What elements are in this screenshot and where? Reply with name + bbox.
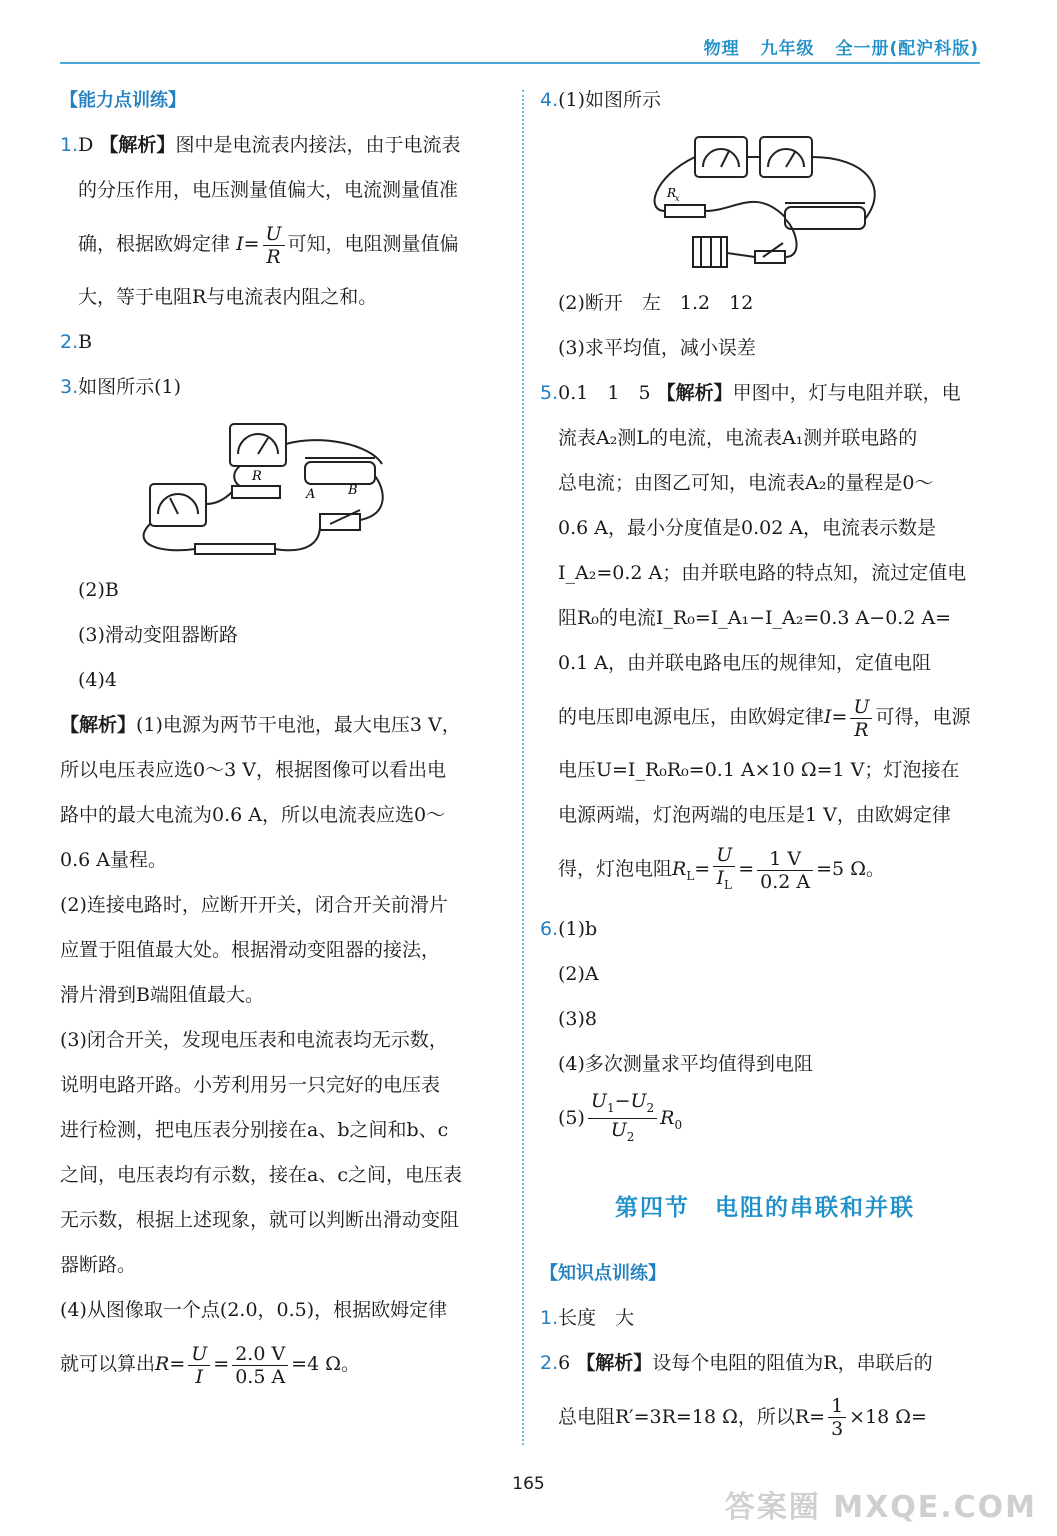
q3-analysis-3: 路中的最大电流为0.6 A，所以电流表应选0～ <box>60 804 446 826</box>
right-column <box>540 78 990 1448</box>
q4-intro: 4.(1)如图所示 <box>540 89 662 111</box>
fraction-2V-over-0.5A: $\frac{2.0 V}{0.5 A}$ <box>232 1343 288 1388</box>
section-tag-ability: 【能力点训练】 <box>60 90 186 111</box>
q1-line4: 大，等于电阻R与电流表内阻之和。 <box>78 286 378 308</box>
q5-line8: 的电压即电源电压，由欧姆定律I= $\frac{U}{R}$ 可得，电源 <box>558 695 971 741</box>
circuit-figure-q3 <box>120 414 450 564</box>
page-number: 165 <box>512 1474 545 1494</box>
q5-line1: 5.0.1 1 5 【解析】甲图中，灯与电阻并联，电 <box>540 382 961 404</box>
q3-analysis-14: (4)从图像取一个点(2.0，0.5)，根据欧姆定律 <box>60 1299 448 1321</box>
svg-text:B: B <box>348 483 358 498</box>
q5-line10: 电源两端，灯泡两端的电压是1 V，由欧姆定律 <box>558 804 951 826</box>
q3-part3: (3)滑动变阻器断路 <box>78 624 238 646</box>
q5-line9: 电压U=I_R₀R₀=0.1 A×10 Ω=1 V；灯泡接在 <box>558 759 960 781</box>
header-subject: 物理 <box>703 39 740 59</box>
header-rule <box>60 62 980 64</box>
q6-part2: (2)A <box>558 962 599 985</box>
q3-analysis-9: 说明电路开路。小芳利用另一只完好的电压表 <box>60 1074 441 1096</box>
q1-line1: 1.D 【解析】图中是电流表内接法，由于电流表 <box>60 134 461 156</box>
section-tag-knowledge: 【知识点训练】 <box>540 1262 666 1284</box>
q3-analysis-11: 之间，电压表均有示数，接在a、c之间，电压表 <box>60 1164 462 1186</box>
q3-analysis-12: 无示数，根据上述现象，就可以判断出滑动变阻 <box>60 1209 460 1231</box>
header-volume: 全一册(配沪科版) <box>835 39 979 59</box>
q1-line3: 确，根据欧姆定律 I= $\frac{U}{R}$ 可知，电阻测量值偏 <box>78 222 459 268</box>
q5-line5: I_A₂=0.2 A；由并联电路的特点知，流过定值电 <box>558 562 967 584</box>
q1-line2: 的分压作用，电压测量值偏大，电流测量值准 <box>78 179 459 201</box>
fraction-U-over-I: $\frac{U}{I}$ <box>188 1343 210 1388</box>
q5-line6: 阻R₀的电流I_R₀=I_A₁−I_A₂=0.3 A−0.2 A= <box>558 607 952 629</box>
header-grade: 九年级 <box>760 39 815 59</box>
q3-analysis-4: 0.6 A量程。 <box>60 849 167 871</box>
q3-analysis-10: 进行检测，把电压表分别接在a、b之间和b、c <box>60 1119 449 1141</box>
q4-part2: (2)断开 左 1.2 12 <box>558 292 754 314</box>
q3-intro: 3.如图所示(1) <box>60 376 182 398</box>
q5-line4: 0.6 A，最小分度值是0.02 A，电流表示数是 <box>558 517 937 539</box>
q3-analysis-2: 所以电压表应选0～3 V，根据图像可以看出电 <box>60 759 446 781</box>
q4-part3: (3)求平均值，减小误差 <box>558 337 756 359</box>
section-title: 第四节 电阻的串联和并联 <box>615 1194 915 1221</box>
column-divider <box>522 90 524 1445</box>
running-header <box>690 34 979 59</box>
q6-part5: (5) $\frac{U_1-U_2}{U_2}$ $R_0$ <box>540 1087 990 1156</box>
k2-line1: 2.6 【解析】设每个电阻的阻值为R，串联后的 <box>540 1351 933 1374</box>
q5-line3: 总电流；由图乙可知，电流表A₂的量程是0～ <box>558 472 934 494</box>
q3-analysis-13: 器断路。 <box>60 1254 137 1276</box>
q6-part1: 6.(1)b <box>540 917 598 940</box>
q3-analysis-7: 滑片滑到B端阻值最大。 <box>60 984 264 1006</box>
fraction-U1-minus-U2-over-U2: $\frac{U_1-U_2}{U_2}$ <box>588 1090 657 1149</box>
q3-part2: (2)B <box>78 579 119 601</box>
q3-part4: (4)4 <box>78 669 118 691</box>
svg-text:A: A <box>306 487 316 502</box>
q3-analysis-15: 就可以算出R= $\frac{U}{I}$ = $\frac{2.0 V}{0.5 A}$ =4 Ω。 <box>60 1342 360 1388</box>
q3-analysis-6: 应置于阻值最大处。根据滑动变阻器的接法， <box>60 939 441 961</box>
fraction-U-over-R-2: $\frac{U}{R}$ <box>850 696 872 741</box>
svg-text:x: x <box>675 194 680 203</box>
q6-part3: (3)8 <box>558 1007 598 1030</box>
q6-part4: (4)多次测量求平均值得到电阻 <box>558 1052 813 1075</box>
circuit-figure-q4 <box>645 127 885 277</box>
fraction-U-over-R: $\frac{U}{R}$ <box>263 223 285 268</box>
q5-line11: 得，灯泡电阻$R_L=$ $\frac{U}{I_L}$ = $\frac{1 V}{0.2 A}$ =5 Ω。 <box>540 838 990 907</box>
svg-text:R: R <box>667 186 677 200</box>
fraction-U-over-IL: $\frac{U}{I_L}$ <box>713 844 735 896</box>
q3-analysis-8: (3)闭合开关，发现电压表和电流表均无示数， <box>60 1029 448 1051</box>
q5-line7: 0.1 A，由并联电路电压的规律知，定值电阻 <box>558 652 931 674</box>
left-column <box>60 78 510 1395</box>
watermark-logo: 答案圈 MXQE.COM <box>724 1490 1037 1525</box>
k2-line2: 总电阻R′=3R=18 Ω，所以R= $\frac{1}{3}$ ×18 Ω= <box>558 1395 927 1441</box>
svg-text:R: R <box>252 469 262 484</box>
q2: 2.B <box>60 331 93 353</box>
k1: 1.长度 大 <box>540 1306 635 1329</box>
q5-line2: 流表A₂测L的电流，电流表A₁测并联电路的 <box>558 427 918 449</box>
q3-analysis-1: 【解析】(1)电源为两节干电池，最大电压3 V， <box>60 714 461 736</box>
fraction-one-third: $\frac{1}{3}$ <box>828 1395 846 1440</box>
fraction-1V-over-0.2A: $\frac{1 V}{0.2 A}$ <box>757 848 813 893</box>
q3-analysis-5: (2)连接电路时，应断开开关，闭合开关前滑片 <box>60 894 448 916</box>
